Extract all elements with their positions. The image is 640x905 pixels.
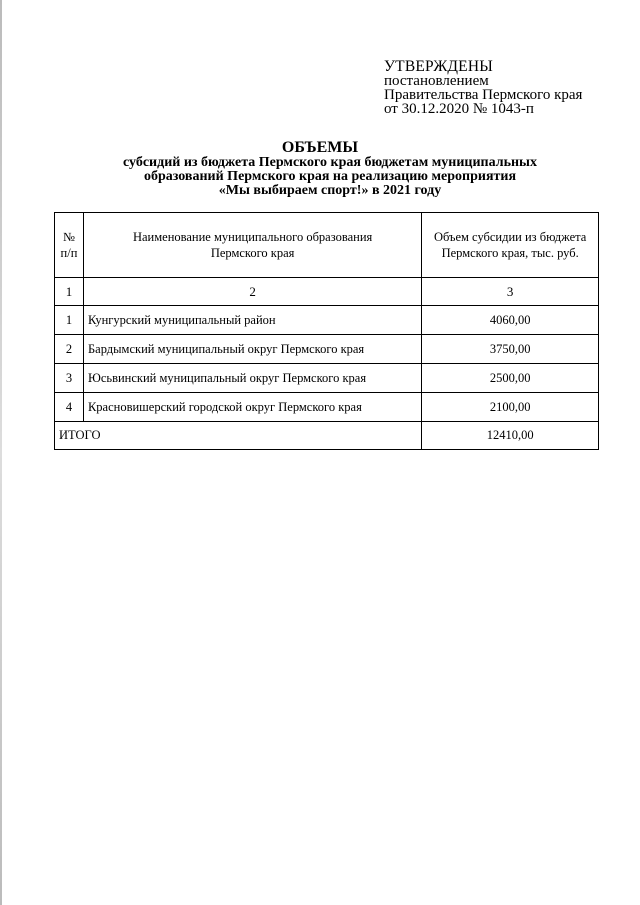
header-amount-line-2: Пермского края, тыс. руб. xyxy=(441,246,579,260)
subtitle-line-1: субсидий из бюджета Пермского края бюджетам муниципальных xyxy=(123,155,537,170)
total-amount: 12410,00 xyxy=(422,422,599,450)
column-number-1: 1 xyxy=(55,278,84,306)
row-amount: 4060,00 xyxy=(422,306,599,335)
approval-heading: УТВЕРЖДЕНЫ xyxy=(384,58,493,75)
row-amount: 2100,00 xyxy=(422,393,599,422)
column-number-2: 2 xyxy=(83,278,421,306)
subtitle-line-3: «Мы выбираем спорт!» в 2021 году xyxy=(218,183,442,198)
document-title: ОБЪЕМЫ xyxy=(281,139,359,156)
row-number: 2 xyxy=(55,335,84,364)
row-number: 4 xyxy=(55,393,84,422)
header-name-line-2: Пермского края xyxy=(210,246,295,260)
header-name xyxy=(83,213,421,278)
header-amount xyxy=(422,213,599,278)
document-subtitle xyxy=(100,156,560,198)
subtitle-line-2: образований Пермского края на реализацию мероприятия xyxy=(143,169,517,184)
approval-line-3: Правительства Пермского края xyxy=(384,87,583,103)
header-name-line-1: Наименование муниципального образования xyxy=(132,230,373,244)
header-number xyxy=(55,213,84,278)
approval-stamp xyxy=(384,60,634,116)
table-header-row xyxy=(55,213,599,278)
row-name: Красновишерский городской округ Пермского края xyxy=(83,393,421,422)
table-row xyxy=(55,306,599,335)
row-number: 3 xyxy=(55,364,84,393)
header-amount-line-1: Объем субсидии из бюджета xyxy=(433,230,587,244)
table-row xyxy=(55,335,599,364)
column-number-row xyxy=(55,278,599,306)
column-number-3: 3 xyxy=(422,278,599,306)
row-number: 1 xyxy=(55,306,84,335)
row-amount: 3750,00 xyxy=(422,335,599,364)
approval-line-2: постановлением xyxy=(384,73,489,89)
scan-edge xyxy=(0,0,2,905)
header-number-line-1: № xyxy=(63,230,75,244)
row-name: Юсьвинский муниципальный округ Пермского края xyxy=(83,364,421,393)
total-row xyxy=(55,422,599,450)
row-name: Бардымский муниципальный округ Пермского края xyxy=(83,335,421,364)
table-row xyxy=(55,364,599,393)
header-number-line-2: п/п xyxy=(60,246,78,260)
row-name: Кунгурский муниципальный район xyxy=(83,306,421,335)
total-label: ИТОГО xyxy=(55,422,422,450)
approval-line-4: от 30.12.2020 № 1043-п xyxy=(384,101,534,117)
table-row xyxy=(55,393,599,422)
subsidy-table xyxy=(54,212,599,450)
row-amount: 2500,00 xyxy=(422,364,599,393)
